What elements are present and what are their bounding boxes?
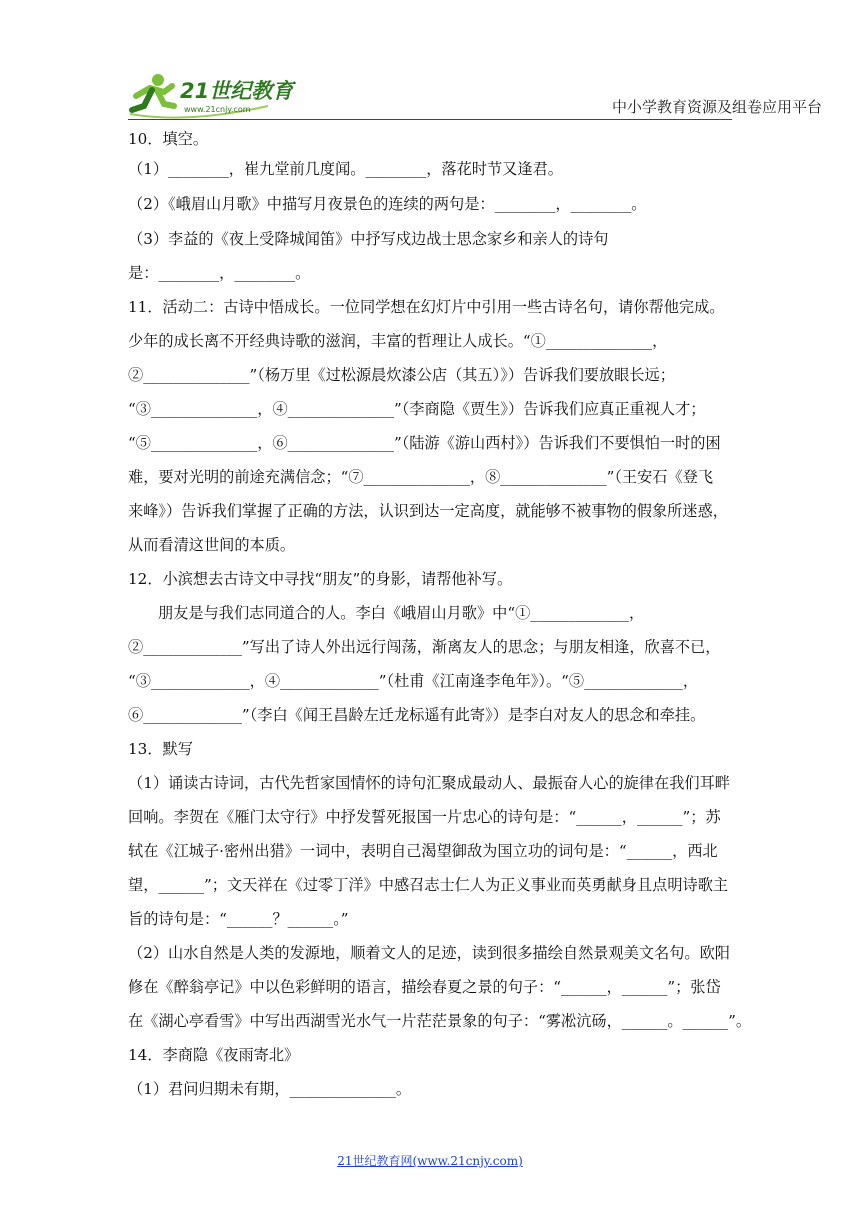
text-line: 难，要对光明的前途充满信念；“⑦______________，⑧______________”（王安石《登飞: [128, 468, 714, 486]
text-line: 望，______”；文天祥在《过零丁洋》中感召志士仁人为正义事业而英勇献身且点明诗歌主: [128, 876, 729, 894]
text-line: 轼在《江城子·密州出猎》一词中，表明自己渴望御敌为国立功的词句是：“______，西北: [128, 842, 718, 860]
21cnjy-logo: [128, 66, 308, 120]
text-line: “⑤______________，⑥______________”（陆游《游山西村》）告诉我们不要惧怕一时的困: [128, 434, 721, 452]
text-line: 旨的诗句是：“______？______。”: [128, 910, 349, 928]
text-line: 14．李商隐《夜雨寄北》: [128, 1046, 300, 1064]
text-line: （1）________，崔九堂前几度闻。________，落花时节又逢君。: [128, 160, 563, 178]
text-line: 修在《醉翁亭记》中以色彩鲜明的语言，描绘春夏之景的句子：“______，______”；张岱: [128, 978, 721, 996]
text-line: 从而看清这世间的本质。: [128, 536, 296, 554]
text-line: 回响。李贺在《雁门太守行》中抒发誓死报国一片忠心的诗句是：“______，______”；苏: [128, 808, 721, 826]
text-line: 10．填空。: [128, 130, 209, 148]
logo-url: www.21cnjy.com: [184, 105, 251, 114]
text-line: “③______________，④______________”（李商隐《贾生》）告诉我们应真正重视人才；: [128, 400, 706, 418]
text-line: ②_____________”写出了诗人外出远行闯荡，渐离友人的思念；与朋友相逢，欣喜不已，: [128, 638, 721, 656]
text-line: 少年的成长离不开经典诗歌的滋润，丰富的哲理让人成长。“①______________，: [128, 332, 668, 350]
text-line: 是：________，________。: [128, 264, 311, 282]
text-line: 13．默写: [128, 740, 193, 758]
text-line: （3）李益的《夜上受降城闻笛》中抒写戍边战士思念家乡和亲人的诗句: [128, 230, 609, 248]
footer-link[interactable]: 21世纪教育网(www.21cnjy.com): [337, 1154, 523, 1168]
logo-text: 21世纪教育: [180, 79, 294, 103]
text-line: 11．活动二：古诗中悟成长。一位同学想在幻灯片中引用一些古诗名句，请你帮他完成。: [128, 298, 725, 316]
platform-name: 中小学教育资源及组卷应用平台: [611, 98, 822, 116]
page-header: [0, 0, 860, 125]
text-line: 朋友是与我们志同道合的人。李白《峨眉山月歌》中“①_____________，: [158, 604, 645, 622]
text-line: 在《湖心亭看雪》中写出西湖雪光水气一片茫茫景象的句子：“雾凇沆砀，______。______”。: [128, 1012, 752, 1030]
text-line: （1）君问归期未有期，______________。: [128, 1080, 412, 1098]
text-line: ②______________”（杨万里《过松源晨炊漆公店（其五）》）告诉我们要放眼长远；: [128, 366, 675, 384]
text-line: 12．小滨想去古诗文中寻找“朋友”的身影，请帮他补写。: [128, 570, 513, 588]
text-line: 来峰》）告诉我们掌握了正确的方法，认识到达一定高度，就能够不被事物的假象所迷惑，: [128, 502, 728, 520]
header-divider: [128, 119, 732, 120]
text-line: ⑥_____________”（李白《闻王昌龄左迁龙标遥有此寄》）是李白对友人的思念和牵挂。: [128, 706, 706, 724]
text-line: （2）山水自然是人类的发源地，顺着文人的足迹，读到很多描绘自然景观美文名句。欧阳: [128, 944, 730, 962]
text-line: （1）诵读古诗词，古代先哲家国情怀的诗句汇聚成最动人、最振奋人心的旋律在我们耳畔: [128, 774, 730, 792]
text-line: “③_____________，④_____________”（杜甫《江南逢李龟年》）。“⑤_____________，: [128, 672, 699, 690]
text-line: （2）《峨眉山月歌》中描写月夜景色的连续的两句是：________，________。: [128, 195, 647, 213]
